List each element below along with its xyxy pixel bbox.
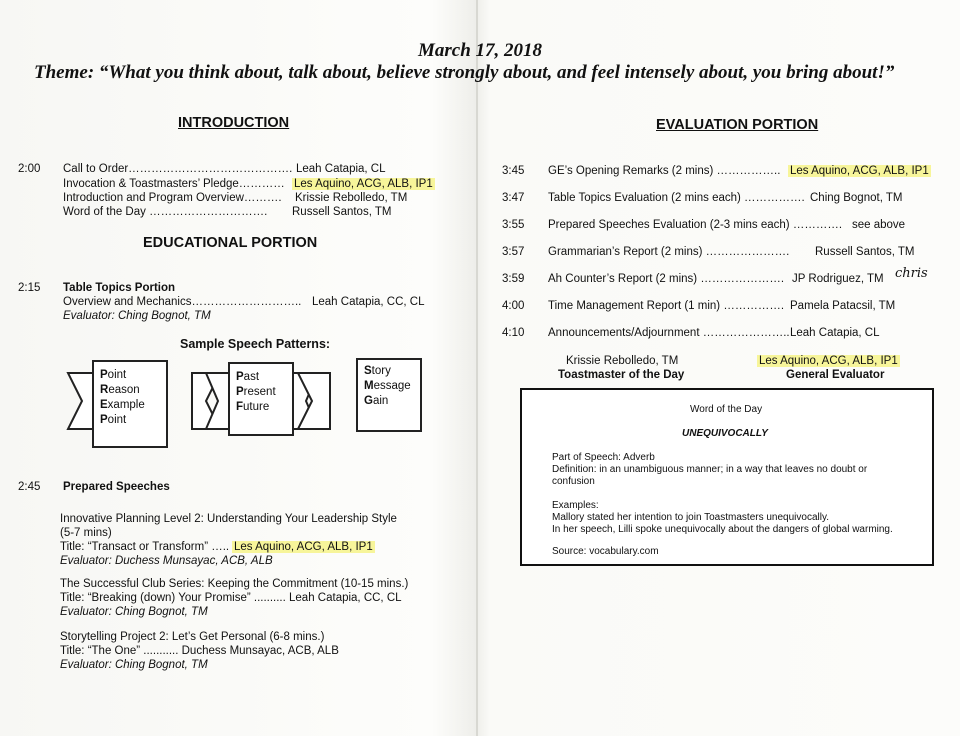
pattern-prep-line-4: Point [100,414,127,426]
intro-row-2-item: Invocation & Toastmasters’ Pledge………… [63,178,285,190]
pattern-smg-line-1: Story [364,365,391,377]
eval-row-3-person: see above [852,219,906,231]
speech-1-evaluator: Evaluator: Duchess Munsayac, ACB, ALB [60,555,273,567]
table-topics-evaluator: Evaluator: Ching Bognot, TM [63,310,211,322]
speech-1-speaker: Les Aquino, ACG, ALB, IP1 [234,541,373,553]
eval-row-7-time: 4:10 [502,327,525,339]
intro-row-1-person: Leah Catapia, CL [296,163,386,175]
intro-row-4-person: Russell Santos, TM [292,206,392,218]
eval-row-1-item: GE’s Opening Remarks (2 mins) …………….. [548,165,781,177]
wotd-source: Source: vocabulary.com [552,546,659,557]
introduction-time: 2:00 [18,163,41,175]
wotd-heading: Word of the Day [690,404,763,415]
prepared-heading: Prepared Speeches [63,481,170,493]
eval-row-1-person: Les Aquino, ACG, ALB, IP1 [790,165,929,177]
eval-row-6-item: Time Management Report (1 min) ……………. [548,300,785,312]
introduction-title: INTRODUCTION [178,115,290,131]
eval-row-6-time: 4:00 [502,300,525,312]
eval-row-2-time: 3:47 [502,192,525,204]
program-date: March 17, 2018 [418,40,543,61]
toastmaster-role: Toastmaster of the Day [558,369,685,381]
handwritten-note: chris [895,266,928,281]
eval-row-7-item: Announcements/Adjournment ………………….. [548,327,790,339]
pattern-prep-line-3: Example [100,399,145,411]
eval-row-5-item: Ah Counter’s Report (2 mins) …………………. [548,273,785,285]
pattern-prep-line-1: Point [100,369,127,381]
eval-row-6-person: Pamela Patacsil, TM [790,300,896,312]
eval-row-4-item: Grammarian’s Report (2 mins) …………………. [548,246,790,258]
eval-row-4-person: Russell Santos, TM [815,246,915,258]
speech-3-title: Title: “The One” ........... Duchess Munsayac, ACB, ALB [60,645,339,657]
general-evaluator-name: Les Aquino, ACG, ALB, IP1 [759,355,898,367]
eval-row-7-person: Leah Catapia, CL [790,327,880,339]
eval-row-1-time: 3:45 [502,165,525,177]
wotd-example-1: Mallory stated her intention to join Toastmasters unequivocally. [552,512,829,523]
table-topics-heading: Table Topics Portion [63,282,176,294]
speech-2-title: Title: “Breaking (down) Your Promise” .......... Leah Catapia, CC, CL [60,592,402,604]
speech-2-project: The Successful Club Series: Keeping the Commitment (10-15 mins.) [60,578,409,590]
overview-item: Overview and Mechanics……………………….. [63,296,302,308]
intro-row-3-person: Krissie Rebolledo, TM [295,192,408,204]
eval-row-3-time: 3:55 [502,219,525,231]
page-fold [476,0,478,736]
eval-row-2-item: Table Topics Evaluation (2 mins each) ……………. [548,192,805,204]
eval-row-3-item: Prepared Speeches Evaluation (2-3 mins each) …………. [548,219,843,231]
speech-2-evaluator: Evaluator: Ching Bognot, TM [60,606,208,618]
word-of-the-day-box [520,388,934,566]
prepared-time: 2:45 [18,481,41,493]
educational-title: EDUCATIONAL PORTION [143,235,318,251]
wotd-part-of-speech: Part of Speech: Adverb [552,452,655,463]
intro-row-2-person: Les Aquino, ACG, ALB, IP1 [294,178,433,190]
intro-row-3-item: Introduction and Program Overview………. [63,192,282,204]
intro-row-1-item: Call to Order……………………………………. [63,163,293,175]
pattern-ppf-line-3: Future [236,401,270,413]
speech-3-evaluator: Evaluator: Ching Bognot, TM [60,659,208,671]
pattern-ppf-line-2: Present [236,386,276,398]
wotd-word: UNEQUIVOCALLY [682,428,768,439]
general-evaluator-role: General Evaluator [786,369,885,381]
program-theme: Theme: “What you think about, talk about, believe strongly about, and feel intensely about, you bring about!” [34,62,895,83]
wotd-example-2: In her speech, Lilli spoke unequivocally about the dangers of global warming. [552,524,893,535]
wotd-examples-label: Examples: [552,500,599,511]
eval-row-2-person: Ching Bognot, TM [810,192,903,204]
speech-1-duration: (5-7 mins) [60,527,112,539]
intro-row-4-item: Word of the Day …………………………. [63,206,268,218]
pattern-ppf-line-1: Past [236,371,260,383]
eval-row-5-person: JP Rodriguez, TM [792,273,884,285]
wotd-definition: Definition: in an unambiguous manner; in a way that leaves no doubt or [552,464,868,475]
eval-row-4-time: 3:57 [502,246,525,258]
educational-time: 2:15 [18,282,41,294]
speech-1-project: Innovative Planning Level 2: Understanding Your Leadership Style [60,513,397,525]
evaluation-title: EVALUATION PORTION [656,117,819,133]
speech-3-project: Storytelling Project 2: Let’s Get Personal (6-8 mins.) [60,631,325,643]
speech-1-title: Title: “Transact or Transform” ….. [60,541,230,553]
pattern-smg-line-2: Message [364,380,411,392]
pattern-smg-line-3: Gain [364,395,389,407]
toastmaster-name: Krissie Rebolledo, TM [566,355,679,367]
speech-patterns-title: Sample Speech Patterns: [180,337,331,351]
eval-row-5-time: 3:59 [502,273,525,285]
overview-person: Leah Catapia, CC, CL [312,296,425,308]
wotd-definition-cont: confusion [552,476,595,487]
pattern-prep-line-2: Reason [100,384,140,396]
